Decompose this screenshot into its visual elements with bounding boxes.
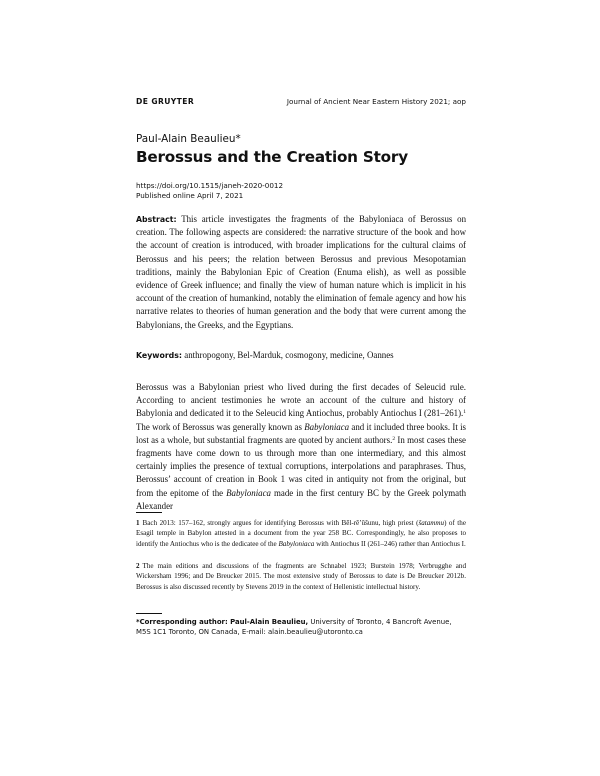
keywords-text: anthropogony, Bel-Marduk, cosmogony, medicine, Oannes (184, 350, 394, 360)
author-name: Paul-Alain Beaulieu* (136, 133, 241, 145)
keywords-label: Keywords: (136, 351, 183, 360)
footnote-1-text-a: Bach 2013: 157–162, strongly argues for identifying Berossus with Bēl-rē’ûšunu, high priest ( (142, 519, 419, 527)
corresponding-divider (136, 613, 162, 614)
footnote-number-2: 2 (136, 562, 140, 570)
body-paragraph (136, 381, 466, 513)
abstract-text: This article investigates the fragments of the Babyloniaca of Berossus on creation. The following aspects are considered: the narrative structure of the book and how the account of creation is introduced, with broader implications for the cultural claims of Berossus and his peers; the relation between Berossus and previous Mesopotamian traditions, mainly the Babylonian Epic of Creation (Enuma elish), as well as possible evidence of Greek influence; and finally the view of human nature which is implicit in his account of the creation of humankind, notably the elimination of female agency and how his narrative relates to theories of human generation and the body that were current among the Babylonians, the Greeks, and the Egyptians. (136, 214, 467, 330)
publisher-name: DE GRUYTER (136, 97, 195, 106)
abstract (136, 213, 466, 332)
footnote-number-1: 1 (136, 519, 140, 527)
body-text-5: made in the first century BC by the Greek polymath Alexander (136, 487, 467, 511)
corresponding-author (136, 617, 466, 638)
footnote-1-term: šatammu (418, 519, 445, 527)
journal-citation: Journal of Ancient Near Eastern History 2021; aop (286, 97, 466, 106)
corresponding-text: University of Toronto, 4 Bancroft Avenue, M5S 1C1 Toronto, ON Canada, E-mail: alain.beaulieu@utoronto.ca (136, 618, 452, 637)
doi-link[interactable]: https://doi.org/10.1515/janeh-2020-0012 (136, 181, 284, 190)
abstract-label: Abstract: (136, 215, 177, 224)
body-title-babyloniaca: Babyloniaca (304, 421, 350, 432)
corresponding-label: *Corresponding author: Paul-Alain Beaulieu, (136, 618, 309, 626)
footnote-2 (136, 561, 466, 592)
body-title-babyloniaca-2: Babyloniaca (226, 487, 271, 498)
body-text-4: In most cases these fragments have come down to us through more than one intermediary, and this almost certainly implies the presence of textual corruptions, interpolations and paraphrases. Thus, Berossus’ account of creation in Book 1 was cited in antiquity not from the original, but from the epitome of the (136, 434, 466, 498)
footnote-divider (136, 512, 162, 513)
footnote-ref-2[interactable]: 2 (392, 435, 396, 442)
keywords (136, 349, 466, 362)
footnote-1-text-b: ) of the Esagil temple in Babylon attested in a document from the year 258 BC. Correspondingly, he also proposes to identify the Antiochus who is the dedicatee of the (136, 519, 466, 548)
article-title: Berossus and the Creation Story (136, 148, 408, 166)
body-text-1: Berossus was a Babylonian priest who lived during the first decades of Seleucid rule. According to ancient testimonies he wrote an account of the culture and history of Babylonia and dedicated it to the Seleucid king Antiochus, probably Antiochus I (281–261). (136, 382, 466, 419)
footnote-2-text: The main editions and discussions of the fragments are Schnabel 1923; Burstein 1978; Verbrugghe and Wickersham 1996; and De Breucker 2015. The most extensive study of Berossus to date is De Breucker 2012b. Berossus is also discussed recently by Stevens 2019 in the context of Hellenistic intellectual history. (136, 562, 466, 591)
body-text-2: The work of Berossus was generally known as (136, 421, 305, 432)
published-date: Published online April 7, 2021 (136, 191, 244, 200)
footnote-1-title: Babyloniaca (278, 539, 315, 548)
footnote-ref-1[interactable]: 1 (463, 409, 466, 416)
body-text-3: and it included three books. It is lost as a whole, but substantial fragments are quoted by ancient authors. (136, 421, 467, 445)
running-header (136, 97, 466, 109)
footnote-1-text-c: with Antiochus II (261–246) rather than Antiochus I. (314, 539, 466, 548)
footnote-1 (136, 518, 466, 549)
